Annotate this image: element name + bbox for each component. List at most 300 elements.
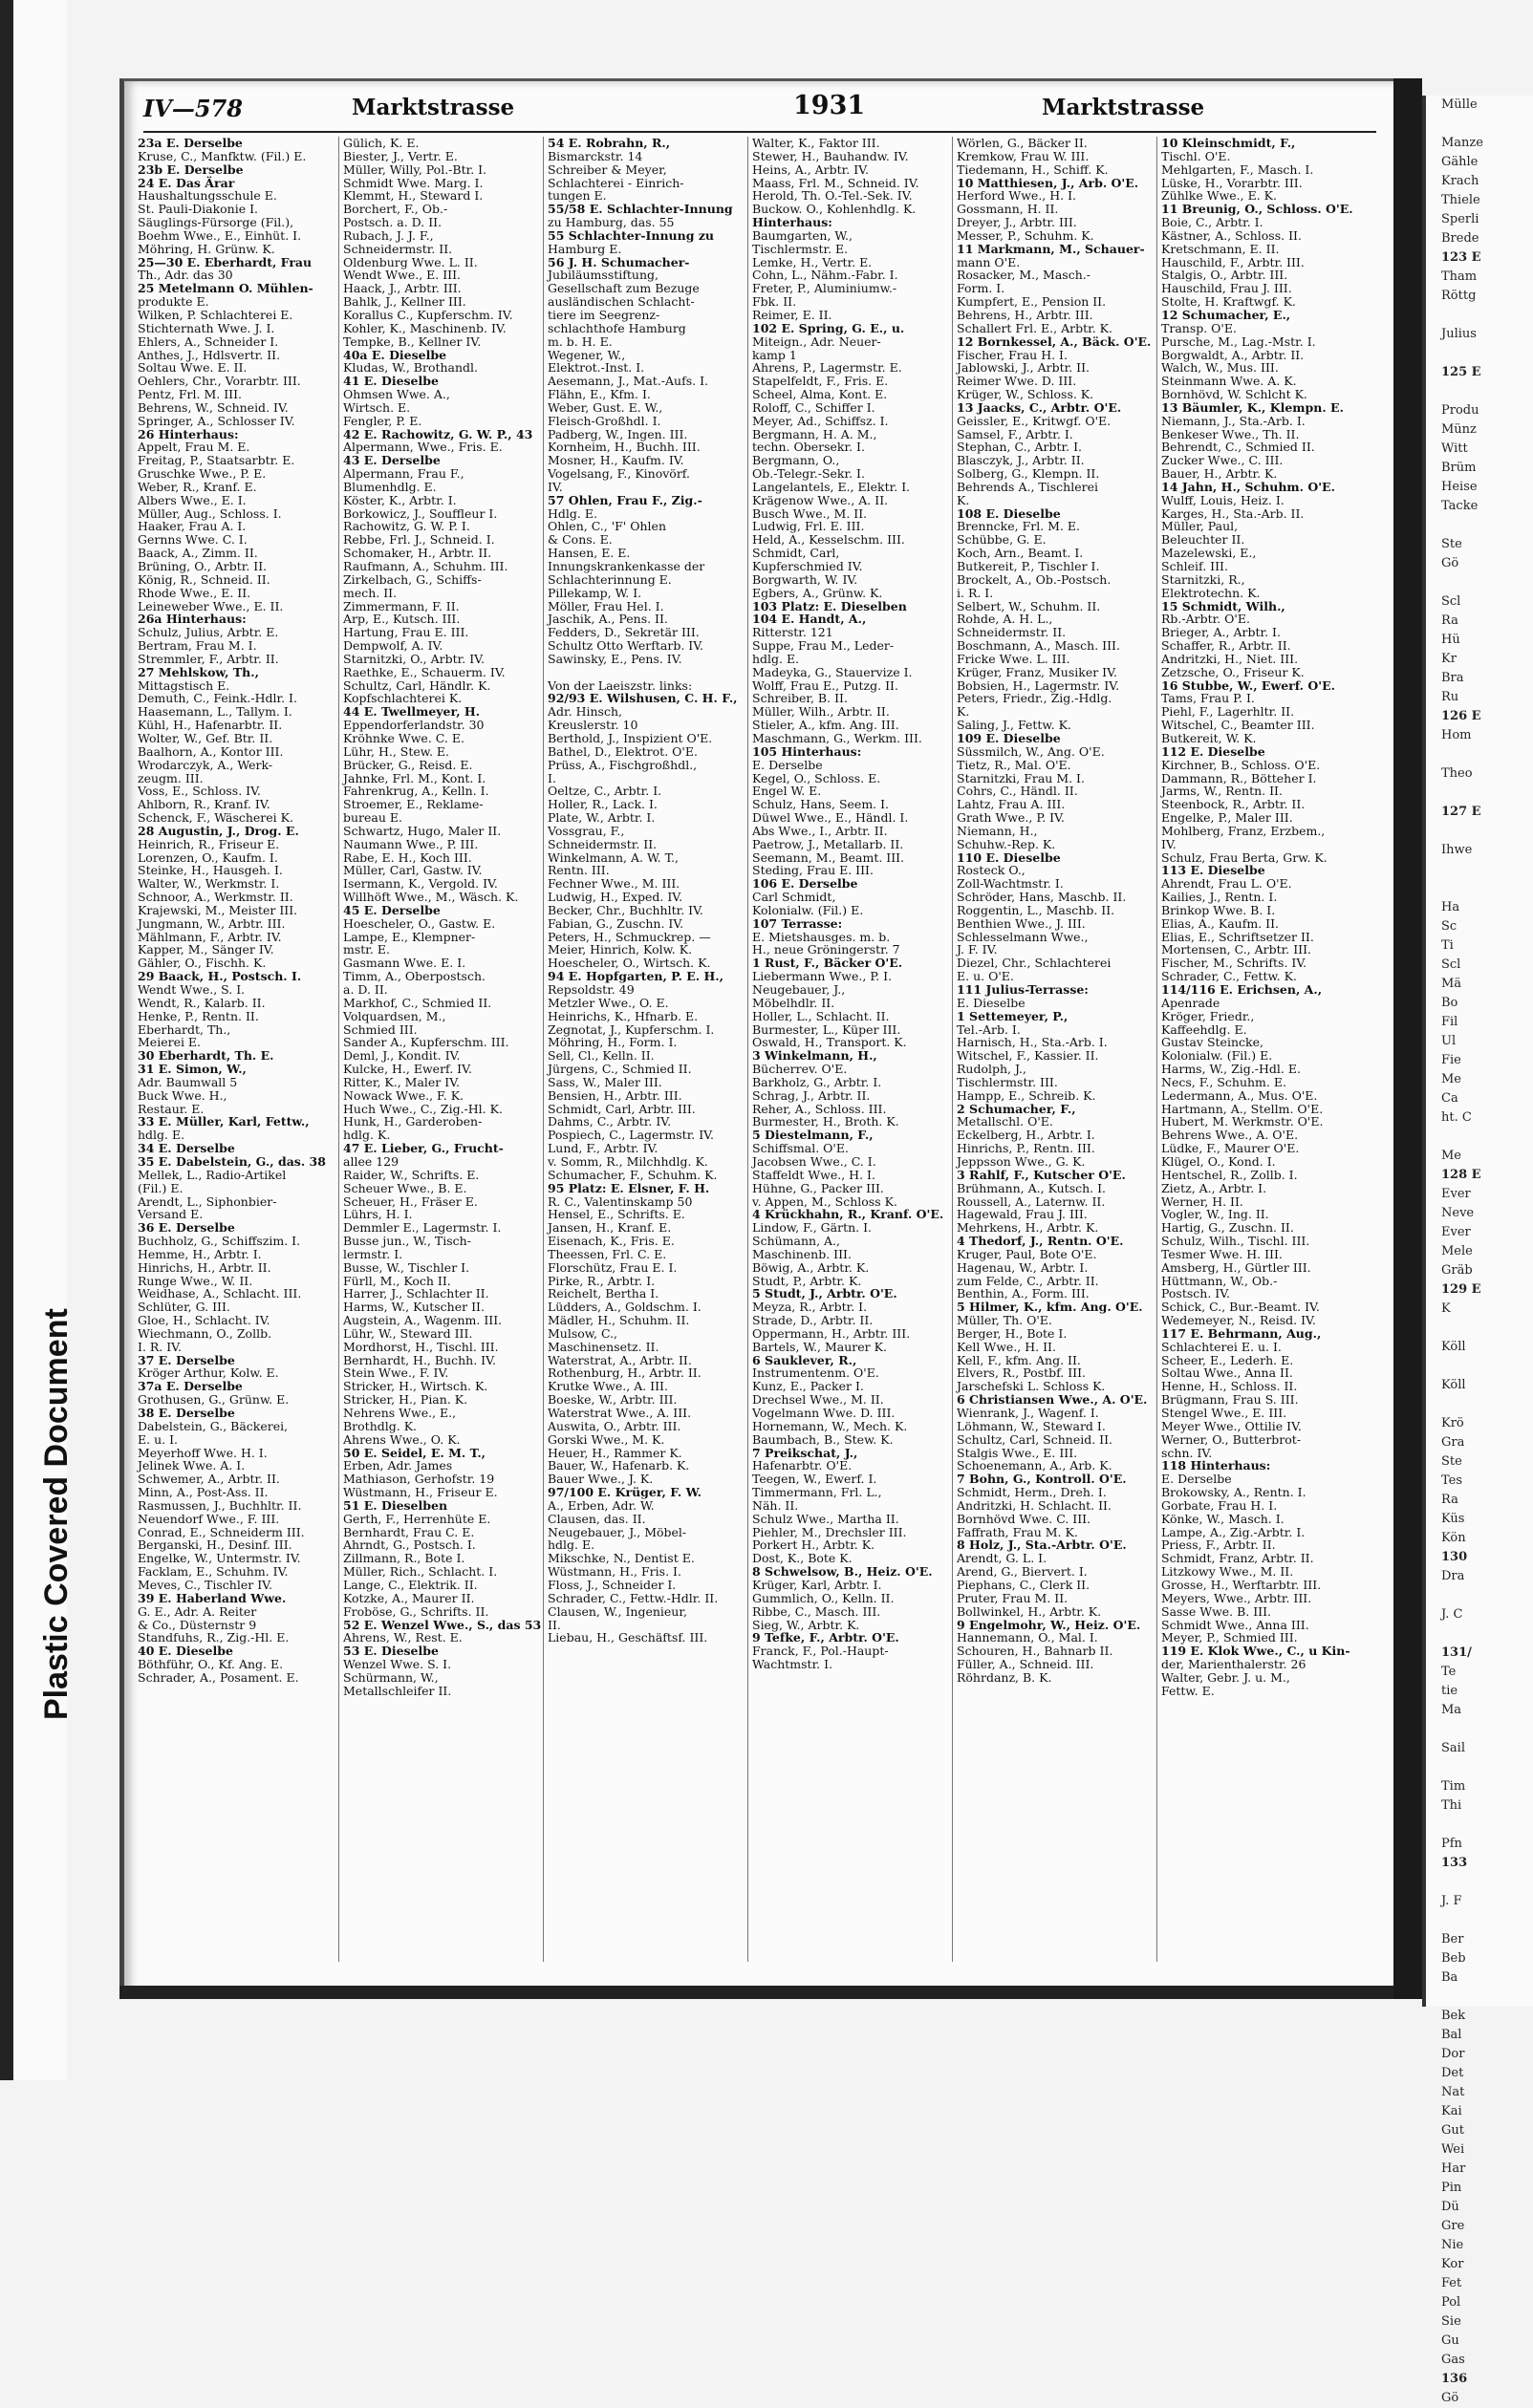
directory-entry: Kremkow, Frau W. III. <box>957 148 1090 163</box>
directory-entry: Soltau Wwe. E. II. <box>138 360 248 376</box>
directory-entry: 27 Mehlskow, Th., <box>138 664 259 679</box>
directory-entry: Appelt, Frau M. E. <box>138 440 250 455</box>
directory-entry: Wüstmann, H., Fris. I. <box>548 1564 681 1580</box>
directory-entry: Ritter, K., Maler IV. <box>343 1074 461 1089</box>
directory-entry: Steinmann Wwe. A. K. <box>1161 374 1297 389</box>
directory-entry: Staffeldt Wwe., H. I. <box>752 1167 875 1182</box>
adjacent-page-line: Bra <box>1441 671 1464 685</box>
directory-entry: Starnitzki, R., <box>1161 571 1245 587</box>
directory-entry: Schlüter, G. III. <box>138 1300 230 1315</box>
directory-entry: Transp. O'E. <box>1161 320 1237 335</box>
adjacent-page-line <box>1426 1873 1533 1892</box>
directory-entry: Kotzke, A., Maurer II. <box>343 1590 475 1605</box>
directory-entry: Schreiber & Meyer, <box>548 161 667 177</box>
directory-entry: Möbelhdlr. II. <box>752 995 835 1010</box>
directory-entry: Möhring, H., Form. I. <box>548 1035 678 1050</box>
directory-entry: Köster, K., Arbtr. I. <box>343 492 457 507</box>
directory-entry: Elvers, R., Postbf. III. <box>957 1365 1087 1381</box>
adjacent-page-line: Gähle <box>1441 155 1479 169</box>
directory-entry: Carl Schmidt, <box>752 890 836 905</box>
adjacent-page-line: 129 E <box>1441 1282 1481 1297</box>
adjacent-page-line: Gö <box>1441 556 1459 570</box>
directory-entry: Brühmann, A., Kutsch. I. <box>957 1180 1107 1195</box>
directory-entry: Instrumentenm. O'E. <box>752 1365 879 1381</box>
directory-entry: 103 Platz: E. Dieselben <box>752 598 907 613</box>
directory-entry: Lüske, H., Vorarbtr. III. <box>1161 175 1303 190</box>
directory-entry: Ahlborn, R., Kranf. IV. <box>138 797 270 812</box>
directory-entry: Lührs, H. I. <box>343 1207 413 1222</box>
directory-entry: 45 E. Derselbe <box>343 902 441 917</box>
directory-entry: Walter, K., Faktor III. <box>752 136 880 150</box>
directory-entry: v. Somm, R., Milchhdlg. K. <box>548 1153 708 1169</box>
directory-entry: Behrens, H., Arbtr. III. <box>957 307 1093 322</box>
directory-entry: 55 Schlachter-Innung zu <box>548 227 714 243</box>
directory-entry: Auswita, O., Arbtr. III. <box>548 1418 681 1433</box>
directory-entry: Krüger, Karl, Arbtr. I. <box>752 1577 882 1592</box>
directory-entry: Herford Wwe., H. I. <box>957 188 1076 204</box>
directory-entry: 14 Jahn, H., Schuhm. O'E. <box>1161 479 1335 494</box>
directory-entry: Huch Wwe., C., Zig.-Hl. K. <box>343 1101 503 1116</box>
directory-entry: Baalhorn, A., Kontor III. <box>138 743 284 759</box>
directory-entry: Schmidt, Herm., Dreh. I. <box>957 1485 1107 1500</box>
directory-entry: 106 E. Derselbe <box>752 876 858 892</box>
directory-entry: Tischlermstr. E. <box>752 241 849 256</box>
page-header <box>143 89 1376 127</box>
directory-entry: Rohde, A. H. L., <box>957 612 1053 627</box>
directory-entry: Harms, W., Zig.-Hdl. E. <box>1161 1062 1301 1077</box>
directory-entry: Sasse Wwe. B. III. <box>1161 1603 1272 1619</box>
directory-entry: Jürgens, C., Schmied II. <box>548 1062 692 1077</box>
directory-entry: Stroemer, E., Reklame- <box>343 797 484 812</box>
directory-entry: Burmester, H., Broth. K. <box>752 1114 899 1129</box>
column-6 <box>1156 137 1387 1962</box>
directory-entry: Ludwig, H., Exped. IV. <box>548 890 683 905</box>
directory-entry: Roloff, C., Schiffer I. <box>752 399 875 415</box>
directory-entry: Holler, L., Schlacht. II. <box>752 1008 890 1023</box>
directory-entry: Wolff, Frau E., Putzg. II. <box>752 677 898 693</box>
directory-entry: schlachthofe Hamburg <box>548 320 686 335</box>
adjacent-page-line: Thiele <box>1441 193 1480 207</box>
directory-entry: Hinterhaus: <box>752 215 832 230</box>
directory-entry: Dreyer, J., Arbtr. III. <box>957 215 1077 230</box>
directory-entry: 11 Markmann, M., Schauer- <box>957 241 1145 256</box>
directory-entry: Ahrens, P., Lagermstr. E. <box>752 360 902 376</box>
directory-entry: G. E., Adr. A. Reiter <box>138 1603 257 1619</box>
directory-entry: Schürmann, W., <box>343 1669 439 1685</box>
directory-entry: Schultz, Carl, Schneid. II. <box>957 1431 1113 1447</box>
directory-entry: Messer, P., Schuhm. K. <box>957 227 1094 243</box>
directory-entry: Volquardsen, M., <box>343 1008 446 1023</box>
directory-entry: 12 Schumacher, E., <box>1161 307 1291 322</box>
directory-entry: Geissler, E., Kritwgf. O'E. <box>957 413 1112 428</box>
directory-entry: Meierei E. <box>138 1035 202 1050</box>
directory-entry: Eppendorferlandstr. 30 <box>343 718 485 733</box>
directory-entry: Stricker, H., Wirtsch. K. <box>343 1379 488 1394</box>
directory-entry: 109 E. Dieselbe <box>957 730 1061 745</box>
directory-entry: Baumbach, B., Stew. K. <box>752 1431 894 1447</box>
directory-entry: Hauschild, Frau J. III. <box>1161 281 1292 296</box>
directory-entry: der, Marienthalerstr. 26 <box>1161 1657 1306 1672</box>
directory-entry: Roggentin, L., Maschb. II. <box>957 902 1115 917</box>
directory-entry: Schwartz, Hugo, Maler II. <box>343 823 502 838</box>
directory-entry: Schlachterinnung E. <box>548 571 672 587</box>
directory-entry: Tempke, B., Kellner IV. <box>343 333 482 349</box>
column-2 <box>338 136 542 1962</box>
directory-entry: Bernhardt, Frau C. E. <box>343 1524 475 1539</box>
directory-entry: 31 E. Simon, W., <box>138 1062 247 1077</box>
directory-entry: Clausen, das. II. <box>548 1511 646 1526</box>
directory-entry: Rb.-Arbtr. O'E. <box>1161 612 1250 627</box>
directory-entry: H., neue Gröningerstr. 7 <box>752 942 900 957</box>
directory-entry: Mazelewski, E., <box>1161 546 1257 561</box>
directory-entry: Reimer, E. II. <box>752 307 832 322</box>
adjacent-page-line: Wei <box>1441 2142 1465 2157</box>
directory-entry: 105 Hinterhaus: <box>752 743 862 759</box>
directory-entry: Schmidt Wwe., Anna III. <box>1161 1617 1309 1632</box>
directory-entry: Grath Wwe., P. IV. <box>957 810 1065 826</box>
directory-entry: Wirtsch. E. <box>343 399 411 415</box>
directory-entry: Mädler, H., Schuhm. II. <box>548 1313 690 1328</box>
directory-entry: Möller, Frau Hel. I. <box>548 598 664 613</box>
side-label: Plastic Covered Document <box>38 1308 75 1720</box>
directory-entry: Stengel Wwe., E. III. <box>1161 1406 1287 1420</box>
directory-entry: bureau E. <box>343 810 402 826</box>
directory-entry: K. <box>957 704 970 720</box>
directory-entry: Faffrath, Frau M. K. <box>957 1524 1078 1539</box>
directory-entry: Springer, A., Schlosser IV. <box>138 413 295 428</box>
directory-entry: Apenrade <box>1161 995 1220 1010</box>
directory-entry: Wiechmann, O., Zollb. <box>138 1325 272 1341</box>
directory-entry: Schreiber, B. II. <box>752 691 848 706</box>
directory-entry: 92/93 E. Wilshusen, C. H. F., <box>548 691 738 706</box>
directory-entry: Naumann Wwe., P. III. <box>343 836 479 851</box>
directory-entry: Benthien Wwe., J. III. <box>957 915 1086 931</box>
directory-entry: Harms, W., Kutscher II. <box>343 1300 485 1315</box>
directory-entry: Böwig, A., Arbtr. K. <box>752 1259 870 1275</box>
directory-entry: Wendt Wwe., S. I. <box>138 982 246 997</box>
directory-entry: Grothusen, G., Grünw. E. <box>138 1392 290 1408</box>
directory-entry: Neugebauer, J., <box>752 982 846 997</box>
directory-entry: Klemmt, H., Steward I. <box>343 188 484 204</box>
directory-entry: Krüger, W., Schloss. K. <box>957 387 1094 402</box>
adjacent-page-line <box>1426 1911 1533 1930</box>
directory-entry: Behrens, W., Schneid. IV. <box>138 399 289 415</box>
adjacent-page-line: Mele <box>1441 1244 1473 1258</box>
directory-entry: Hunk, H., Garderoben- <box>343 1114 483 1129</box>
adjacent-page-line: Sie <box>1441 2314 1461 2329</box>
directory-entry: Schneidermstr. II. <box>957 625 1067 640</box>
directory-entry: Rachowitz, G. W. P. I. <box>343 519 470 534</box>
directory-entry: Raufmann, A., Schuhm. III. <box>343 559 508 573</box>
directory-entry: 10 Kleinschmidt, F., <box>1161 136 1296 150</box>
directory-entry: Düwel Wwe., E., Händl. I. <box>752 810 909 826</box>
directory-entry: Stalgis Wwe., E. III. <box>957 1445 1078 1460</box>
directory-entry: mech. II. <box>343 585 398 600</box>
directory-entry: K. <box>957 492 970 507</box>
adjacent-page-line <box>1426 1357 1533 1376</box>
directory-entry: 1 Rust, F., Bäcker O'E. <box>752 956 903 971</box>
adjacent-page-line: Ste <box>1441 1454 1462 1469</box>
directory-entry: Raider, W., Schrifts. E. <box>343 1167 480 1182</box>
directory-entry: Arp, E., Kutsch. III. <box>343 612 461 627</box>
directory-entry: Reher, A., Schloss. III. <box>752 1101 887 1116</box>
directory-entry: Weber, R., Kranf. E. <box>138 479 257 494</box>
directory-entry: IV. <box>548 479 563 494</box>
directory-entry: Müller, Aug., Schloss. I. <box>138 505 282 521</box>
directory-entry: Stapelfeldt, F., Fris. E. <box>752 374 889 389</box>
directory-entry: Walter, Gebr. J. u. M., <box>1161 1669 1290 1685</box>
directory-entry: 24 E. Das Ärar <box>138 175 235 190</box>
directory-entry: Rosacker, M., Masch.- <box>957 268 1090 283</box>
directory-entry: Schultz, Carl, Händlr. K. <box>343 677 491 693</box>
directory-entry: Pillekamp, W. I. <box>548 585 642 600</box>
directory-entry: Vogelmann Wwe. D. III. <box>752 1406 896 1420</box>
directory-entry: Müller, Rich., Schlacht. I. <box>343 1564 498 1580</box>
directory-entry: Tischlermstr. III. <box>957 1074 1058 1089</box>
directory-entry: Paetrow, J., Metallarb. II. <box>752 836 904 851</box>
directory-entry: J. F. IV. <box>957 942 998 957</box>
directory-entry: Langelantels, E., Elektr. I. <box>752 479 911 494</box>
directory-entry: mstr. E. <box>343 942 390 957</box>
directory-entry: Eisenach, K., Fris. E. <box>548 1234 675 1249</box>
directory-entry: Witschel, C., Beamter III. <box>1161 718 1315 733</box>
directory-entry: Priess, F., Arbtr. II. <box>1161 1537 1276 1553</box>
directory-entry: 9 Tefke, F., Arbtr. O'E. <box>752 1630 899 1645</box>
adjacent-page-line: Münz <box>1441 422 1477 437</box>
directory-entry: 56 J. H. Schumacher- <box>548 254 690 269</box>
directory-entry: 6 Christiansen Wwe., A. O'E. <box>957 1392 1148 1408</box>
column-4 <box>747 137 947 1962</box>
directory-entry: 6 Sauklever, R., <box>752 1352 857 1367</box>
directory-entry: Kruse, C., Manfktw. (Fil.) E. <box>138 148 307 163</box>
directory-entry: Böthführ, O., Kf. Ang. E. <box>138 1657 284 1672</box>
directory-entry: Zirkelbach, G., Schiffs- <box>343 571 482 587</box>
directory-entry: (Fil.) E. <box>138 1180 184 1195</box>
directory-entry: E. Derselbe <box>752 757 823 772</box>
directory-entry: Hamburg E. <box>548 241 622 256</box>
directory-entry: Fischer, Frau H. I. <box>957 347 1068 362</box>
directory-entry: Dabelstein, G., Bäckerei, <box>138 1418 289 1433</box>
directory-entry: Kumpfert, E., Pension II. <box>957 294 1107 310</box>
directory-entry: Hartung, Frau E. III. <box>343 625 469 640</box>
directory-entry: Kröger, Friedr., <box>1161 1008 1255 1023</box>
directory-entry: Schleif. III. <box>1161 559 1228 573</box>
directory-entry: Fleisch-Großhdl. I. <box>548 413 661 428</box>
directory-entry: Kludas, W., Brothandl. <box>343 360 479 376</box>
directory-entry: Jubiläumsstiftung, <box>548 268 659 283</box>
directory-entry: hdlg. E. <box>138 1128 185 1143</box>
directory-entry: Pentz, Frl. M. III. <box>138 387 242 402</box>
directory-entry: Meier, Hinrich, Kolw. K. <box>548 942 693 957</box>
directory-entry: Bornhövd Wwe. C. III. <box>957 1511 1091 1526</box>
directory-entry: Gesellschaft zum Bezuge <box>548 281 700 296</box>
directory-entry: Mellek, L., Radio-Artikel <box>138 1167 287 1182</box>
directory-entry: Cohrs, C., Händl. II. <box>957 784 1078 799</box>
directory-entry: Peters, Friedr., Zig.-Hdlg. <box>957 691 1112 706</box>
directory-entry: Wenzel Wwe. S. I. <box>343 1657 452 1672</box>
directory-entry: Anthes, J., Hdlsvertr. II. <box>138 347 281 362</box>
directory-entry: Jungmann, W., Arbtr. III. <box>138 915 286 931</box>
directory-entry: Stieler, A., kfm. Ang. III. <box>752 718 899 733</box>
directory-entry: Näh. II. <box>752 1497 799 1513</box>
adjacent-page-line: Krach <box>1441 174 1479 188</box>
directory-entry: Stewer, H., Bauhandw. IV. <box>752 148 909 163</box>
directory-entry: Kailies, J., Rentn. I. <box>1161 890 1278 905</box>
directory-entry: m. b. H. E. <box>548 333 613 349</box>
adjacent-page-line: Ihwe <box>1441 843 1473 857</box>
directory-entry: Müller, Wilh., Arbtr. II. <box>752 704 890 720</box>
adjacent-page-line: Küs <box>1441 1512 1465 1526</box>
page-number: IV—578 <box>143 95 243 122</box>
adjacent-page-line <box>1426 344 1533 363</box>
directory-entry: Bobsien, H., Lagermstr. IV. <box>957 677 1120 693</box>
directory-entry: Schmidt, Carl, Arbtr. III. <box>548 1101 696 1116</box>
directory-entry: Schmidt Wwe. Marg. I. <box>343 175 484 190</box>
page-bottom-edge <box>119 1986 1395 1999</box>
directory-entry: Schmidt, Franz, Arbtr. II. <box>1161 1551 1314 1566</box>
directory-entry: Gerth, F., Herrenhüte E. <box>343 1511 491 1526</box>
directory-entry: zu Hamburg, das. 55 <box>548 215 675 230</box>
directory-entry: I. R. IV. <box>138 1339 182 1354</box>
directory-entry: Standfuhs, R., Zig.-Hl. E. <box>138 1630 290 1645</box>
adjacent-page-line: Heise <box>1441 480 1478 494</box>
book-gutter <box>1393 78 1422 1999</box>
adjacent-page-line: Tham <box>1441 269 1478 284</box>
directory-entry: Conrad, E., Schneiderm III. <box>138 1524 305 1539</box>
adjacent-page-line: Thi <box>1441 1798 1462 1813</box>
directory-entry: Wedemeyer, N., Reisd. IV. <box>1161 1313 1316 1328</box>
directory-entry: Dammann, R., Bötteher I. <box>1161 770 1317 785</box>
directory-entry: Busch Wwe., M. II. <box>752 505 868 521</box>
directory-entry: a. D. II. <box>343 982 388 997</box>
column-5 <box>952 137 1152 1962</box>
directory-entry: 8 Schwelsow, B., Heiz. O'E. <box>752 1564 933 1580</box>
adjacent-page-line: 123 E <box>1441 250 1481 265</box>
directory-entry: hdlg. K. <box>343 1128 391 1143</box>
directory-entry: Wienrank, J., Wagenf. I. <box>957 1406 1099 1420</box>
directory-entry: Egbers, A., Grünw. K. <box>752 585 883 600</box>
directory-entry: Oeltze, C., Arbtr. I. <box>548 784 662 799</box>
directory-entry: Seemann, M., Beamt. III. <box>752 849 905 865</box>
directory-entry: Stalgis, O., Arbtr. III. <box>1161 268 1288 283</box>
directory-entry: Scheuer Wwe., B. E. <box>343 1180 467 1195</box>
directory-entry: Form. I. <box>957 281 1005 296</box>
directory-entry: Sass, W., Maler III. <box>548 1074 662 1089</box>
directory-entry: Hafenarbtr. O'E. <box>752 1458 853 1473</box>
directory-entry: Postsch. a. D. II. <box>343 215 443 230</box>
adjacent-page-line: Fil <box>1441 1015 1458 1029</box>
directory-entry: Froböse, G., Schrifts. II. <box>343 1603 489 1619</box>
adjacent-page-line: 128 E <box>1441 1168 1481 1182</box>
adjacent-page-line <box>1426 860 1533 879</box>
directory-entry: Lampe, E., Klempner- <box>343 929 476 944</box>
directory-entry: Walch, W., Mus. III. <box>1161 360 1279 376</box>
directory-entry: Voss, E., Schloss. IV. <box>138 784 261 799</box>
directory-entry: Lühr, H., Stew. E. <box>343 743 450 759</box>
directory-entry: Borgwaldt, A., Arbtr. II. <box>1161 347 1305 362</box>
directory-entry: Kunz, E., Packer I. <box>752 1379 864 1394</box>
directory-entry: Haasemann, L., Tallym. I. <box>138 704 292 720</box>
directory-entry: Buckow. O., Kohlenhdlg. K. <box>752 202 917 217</box>
directory-entry: Andritzki, H. Schlacht. II. <box>957 1497 1112 1513</box>
directory-entry: Möhring, H. Grünw. K. <box>138 241 275 256</box>
directory-entry: 41 E. Dieselbe <box>343 374 439 389</box>
directory-entry: 119 E. Klok Wwe., C., u Kin- <box>1161 1644 1350 1659</box>
directory-entry: Gummlich, O., Kelln. II. <box>752 1590 895 1605</box>
directory-entry: 2 Schumacher, F., <box>957 1101 1076 1116</box>
directory-entry: Schuhw.-Rep. K. <box>957 836 1056 851</box>
directory-entry: Stremmler, F., Arbtr. II. <box>138 651 279 666</box>
directory-entry: 13 Bäumler, K., Klempn. E. <box>1161 399 1344 415</box>
directory-entry: Flähn, E., Kfm. I. <box>548 387 651 402</box>
adjacent-page-line: Witt <box>1441 441 1468 456</box>
column-1 <box>134 137 333 1962</box>
directory-entry: Erben, Adr. James <box>343 1458 453 1473</box>
directory-entry: Brüning, O., Arbtr. II. <box>138 559 268 573</box>
directory-entry: Krägenow Wwe., A. II. <box>752 492 889 507</box>
directory-entry: Kruger, Paul, Bote O'E. <box>957 1246 1097 1261</box>
directory-entry: 8 Holz, J., Sta.-Arbtr. O'E. <box>957 1537 1127 1553</box>
directory-entry: Brieger, A., Arbtr. I. <box>1161 625 1281 640</box>
directory-entry: Heinrichs, K., Hfnarb. E. <box>548 1008 699 1023</box>
directory-entry: Schiffsmal. O'E. <box>752 1141 849 1156</box>
directory-entry: 97/100 E. Krüger, F. W. <box>548 1485 702 1500</box>
adjacent-page-line: Ca <box>1441 1091 1458 1106</box>
directory-entry: Heins, A., Arbtr. IV. <box>752 161 869 177</box>
directory-entry: Schaffer, R., Arbtr. II. <box>1161 638 1291 654</box>
directory-entry: Meyerhoff Wwe. H. I. <box>138 1445 268 1460</box>
directory-entry: Bauer, H., Arbtr. K. <box>1161 466 1278 482</box>
adjacent-page-line: Gre <box>1441 2219 1465 2233</box>
directory-entry: 118 Hinterhaus: <box>1161 1458 1271 1473</box>
directory-entry: Florschütz, Frau E. I. <box>548 1259 678 1275</box>
directory-entry: Harrer, J., Schlachter II. <box>343 1286 489 1301</box>
directory-entry: Wolter, W., Gef. Btr. II. <box>138 730 273 745</box>
directory-entry: Metallschl. O'E. <box>957 1114 1053 1129</box>
directory-entry: Gustav Steincke, <box>1161 1035 1263 1050</box>
directory-entry: Fricke Wwe. L. III. <box>957 651 1070 666</box>
adjacent-page-line: Sc <box>1441 919 1457 934</box>
directory-entry: Versand E. <box>138 1207 204 1222</box>
directory-entry: Schmidt, Carl, <box>752 546 840 561</box>
directory-entry: Nehrens Wwe., E., <box>343 1406 457 1420</box>
directory-entry: Freitag, P., Staatsarbtr. E. <box>138 453 295 468</box>
directory-entry: 40 E. Dieselbe <box>138 1644 233 1659</box>
adjacent-page-line: 130 <box>1441 1550 1468 1564</box>
directory-entry: Bauer, W., Hafenarb. K. <box>548 1458 690 1473</box>
directory-entry: Steenbock, R., Arbtr. II. <box>1161 797 1306 812</box>
directory-entry: 111 Julius-Terrasse: <box>957 982 1089 997</box>
directory-entry: 7 Preikschat, J., <box>752 1445 858 1460</box>
directory-entry: Niemann, H., <box>957 823 1038 838</box>
directory-entry: Nowack Wwe., F. K. <box>343 1087 464 1103</box>
directory-entry: Kell, F., kfm. Ang. II. <box>957 1352 1081 1367</box>
directory-entry: Zetzsche, O., Friseur K. <box>1161 664 1305 679</box>
directory-entry: Borgwarth, W. IV. <box>752 571 858 587</box>
directory-entry: Vossgrau, F., <box>548 823 625 838</box>
directory-entry: Vogelsang, F., Kinovörf. <box>548 466 690 482</box>
directory-entry: 39 E. Haberland Wwe. <box>138 1590 287 1605</box>
directory-entry: Hentschel, R., Zollb. I. <box>1161 1167 1298 1182</box>
directory-entry: Engel W. E. <box>752 784 822 799</box>
directory-entry: 12 Bornkessel, A., Bäck. O'E. <box>957 333 1152 349</box>
directory-entry: Liebermann Wwe., P. I. <box>752 969 893 984</box>
adjacent-page-line: Manze <box>1441 136 1483 150</box>
directory-entry: Metzler Wwe., O. E. <box>548 995 669 1010</box>
directory-entry: Rothenburg, H., Arbtr. II. <box>548 1365 702 1381</box>
directory-entry: Herold, Th. O.-Tel.-Sek. IV. <box>752 188 913 204</box>
directory-entry: Mehlgarten, F., Masch. I. <box>1161 161 1314 177</box>
